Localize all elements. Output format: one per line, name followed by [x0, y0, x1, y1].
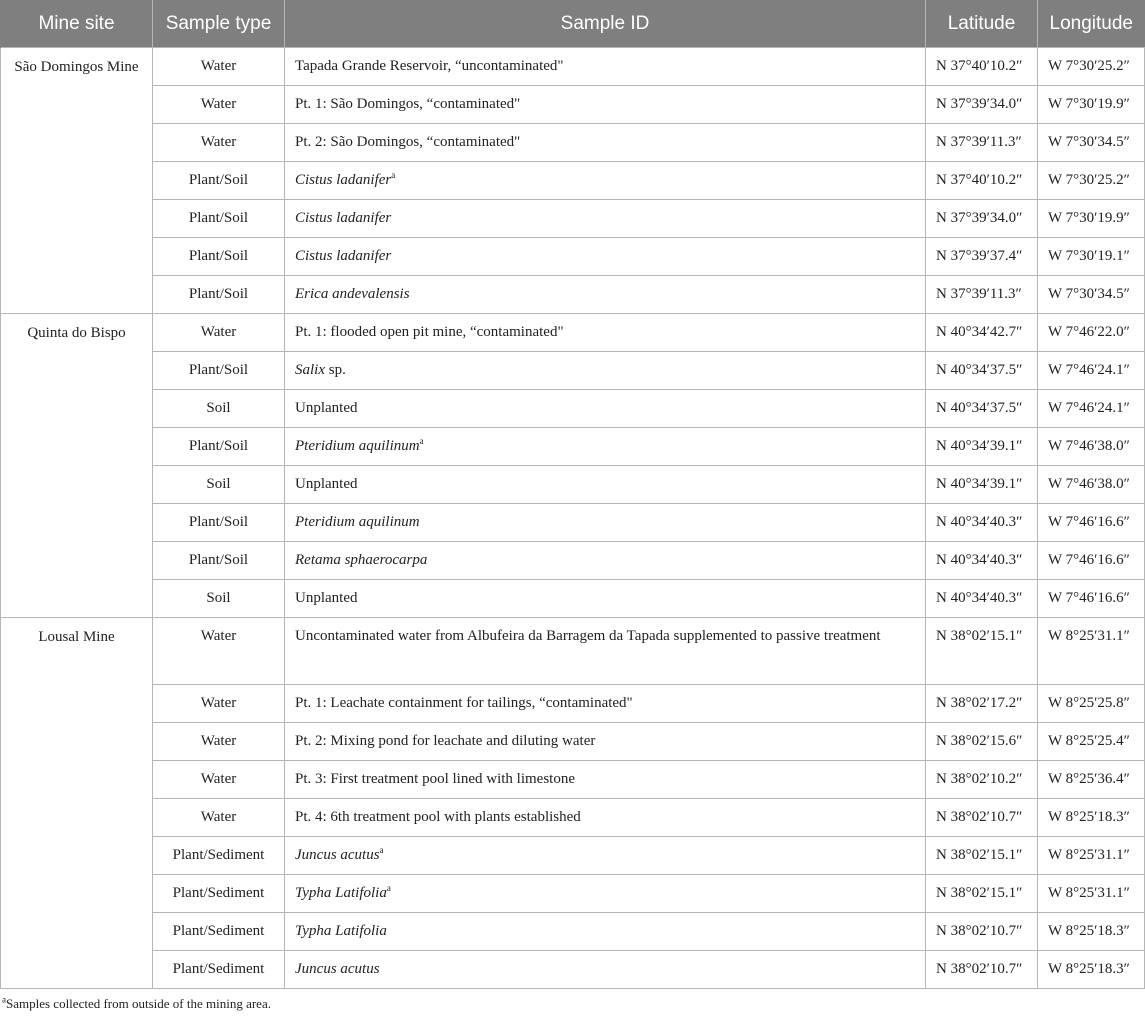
latitude-cell: N 40°34′40.3″ [926, 580, 1038, 618]
longitude-cell: W 8°25′18.3″ [1038, 913, 1145, 951]
sample-id-text: Pt. 1: São Domingos, “contaminated" [295, 96, 521, 112]
sample-id-text: Pt. 2: Mixing pond for leachate and diluting water [295, 733, 596, 749]
sample-type-cell: Plant/Soil [153, 542, 285, 580]
latitude-cell: N 37°39′34.0″ [926, 200, 1038, 238]
column-header-sample-type: Sample type [153, 0, 285, 48]
table-row [1, 428, 1145, 466]
sample-id-cell [285, 466, 926, 504]
longitude-cell: W 7°30′25.2″ [1038, 162, 1145, 200]
footnote-marker: a [2, 994, 6, 1005]
longitude-cell: W 8°25′25.4″ [1038, 723, 1145, 761]
sample-id-text: Pteridium aquilinum [295, 514, 420, 530]
table-row [1, 913, 1145, 951]
table-row [1, 314, 1145, 352]
latitude-cell: N 40°34′40.3″ [926, 504, 1038, 542]
sample-id-text: Retama sphaerocarpa [295, 552, 428, 568]
table-row [1, 837, 1145, 875]
table-row [1, 799, 1145, 837]
sample-id-cell [285, 504, 926, 542]
latitude-cell: N 37°39′37.4″ [926, 238, 1038, 276]
table-row [1, 352, 1145, 390]
sample-id-cell [285, 48, 926, 86]
longitude-cell: W 8°25′31.1″ [1038, 875, 1145, 913]
footnote-ref: a [419, 436, 424, 446]
sample-id-cell [285, 124, 926, 162]
sample-type-cell: Water [153, 685, 285, 723]
footnote-ref: a [379, 845, 384, 855]
sample-type-cell: Plant/Soil [153, 200, 285, 238]
table-row [1, 48, 1145, 86]
column-header-mine-site: Mine site [1, 0, 153, 48]
longitude-cell: W 8°25′36.4″ [1038, 761, 1145, 799]
table-row [1, 162, 1145, 200]
latitude-cell: N 40°34′40.3″ [926, 542, 1038, 580]
sample-type-cell: Plant/Soil [153, 504, 285, 542]
table-row [1, 723, 1145, 761]
sample-id-cell [285, 542, 926, 580]
table-row [1, 685, 1145, 723]
longitude-cell: W 7°46′22.0″ [1038, 314, 1145, 352]
sample-id-cell [285, 276, 926, 314]
sample-id-text: Uncontaminated water from Albufeira da Barragem da Tapada supplemented to passive treatment [295, 628, 881, 644]
longitude-cell: W 8°25′18.3″ [1038, 951, 1145, 989]
sample-id-suffix: sp. [325, 362, 346, 378]
latitude-cell: N 38°02′10.7″ [926, 799, 1038, 837]
sample-type-cell: Soil [153, 580, 285, 618]
header-row [1, 0, 1145, 48]
table-footnote [0, 996, 1145, 1012]
longitude-cell: W 8°25′25.8″ [1038, 685, 1145, 723]
longitude-cell: W 7°46′16.6″ [1038, 542, 1145, 580]
sample-id-text: Unplanted [295, 476, 358, 492]
sample-id-text: Erica andevalensis [295, 286, 410, 302]
longitude-cell: W 7°30′25.2″ [1038, 48, 1145, 86]
latitude-cell: N 37°40′10.2″ [926, 48, 1038, 86]
sample-type-cell: Water [153, 799, 285, 837]
sample-type-cell: Water [153, 48, 285, 86]
sample-id-text: Cistus ladanifer [295, 172, 392, 188]
sample-type-cell: Water [153, 124, 285, 162]
column-header-latitude: Latitude [926, 0, 1038, 48]
longitude-cell: W 7°30′19.9″ [1038, 86, 1145, 124]
latitude-cell: N 38°02′15.1″ [926, 618, 1038, 685]
sample-id-cell [285, 580, 926, 618]
sample-id-text: Pt. 3: First treatment pool lined with limestone [295, 771, 575, 787]
table-row [1, 124, 1145, 162]
sample-type-cell: Plant/Soil [153, 238, 285, 276]
longitude-cell: W 7°46′38.0″ [1038, 466, 1145, 504]
latitude-cell: N 40°34′39.1″ [926, 428, 1038, 466]
sample-type-cell: Soil [153, 466, 285, 504]
longitude-cell: W 8°25′18.3″ [1038, 799, 1145, 837]
table-row [1, 86, 1145, 124]
sample-id-cell [285, 314, 926, 352]
sample-type-cell: Water [153, 86, 285, 124]
table-row [1, 390, 1145, 428]
sample-id-text: Pteridium aquilinum [295, 438, 420, 454]
latitude-cell: N 40°34′39.1″ [926, 466, 1038, 504]
longitude-cell: W 7°46′16.6″ [1038, 580, 1145, 618]
mine-site-cell: São Domingos Mine [1, 48, 153, 314]
longitude-cell: W 7°30′34.5″ [1038, 276, 1145, 314]
sample-id-cell [285, 200, 926, 238]
sample-id-cell [285, 618, 926, 685]
longitude-cell: W 8°25′31.1″ [1038, 618, 1145, 685]
sample-type-cell: Plant/Sediment [153, 951, 285, 989]
table-row [1, 951, 1145, 989]
sample-id-cell [285, 837, 926, 875]
latitude-cell: N 38°02′15.6″ [926, 723, 1038, 761]
sample-id-text: Juncus acutus [295, 961, 380, 977]
sample-id-text: Cistus ladanifer [295, 248, 392, 264]
sample-id-text: Pt. 2: São Domingos, “contaminated" [295, 134, 521, 150]
longitude-cell: W 7°30′19.1″ [1038, 238, 1145, 276]
latitude-cell: N 37°39′11.3″ [926, 124, 1038, 162]
sample-id-text: Pt. 4: 6th treatment pool with plants established [295, 809, 581, 825]
sample-id-text: Unplanted [295, 400, 358, 416]
footnote-ref: a [386, 883, 391, 893]
sample-type-cell: Water [153, 761, 285, 799]
sample-id-text: Typha Latifolia [295, 885, 387, 901]
longitude-cell: W 8°25′31.1″ [1038, 837, 1145, 875]
sample-id-cell [285, 428, 926, 466]
table-header [1, 0, 1145, 48]
sample-id-text: Juncus acutus [295, 847, 380, 863]
table-row [1, 761, 1145, 799]
sample-id-text: Unplanted [295, 590, 358, 606]
sample-id-text: Salix [295, 362, 325, 378]
latitude-cell: N 37°40′10.2″ [926, 162, 1038, 200]
latitude-cell: N 40°34′37.5″ [926, 390, 1038, 428]
sample-id-cell [285, 875, 926, 913]
sample-id-cell [285, 951, 926, 989]
sample-type-cell: Plant/Sediment [153, 837, 285, 875]
table-row [1, 200, 1145, 238]
sample-type-cell: Plant/Sediment [153, 875, 285, 913]
longitude-cell: W 7°30′34.5″ [1038, 124, 1145, 162]
sample-id-cell [285, 86, 926, 124]
sample-id-cell [285, 723, 926, 761]
table-row [1, 238, 1145, 276]
latitude-cell: N 38°02′10.7″ [926, 913, 1038, 951]
table-row [1, 618, 1145, 685]
column-header-longitude: Longitude [1038, 0, 1145, 48]
longitude-cell: W 7°46′38.0″ [1038, 428, 1145, 466]
sample-id-cell [285, 162, 926, 200]
latitude-cell: N 38°02′10.2″ [926, 761, 1038, 799]
sample-type-cell: Soil [153, 390, 285, 428]
mine-site-cell: Quinta do Bispo [1, 314, 153, 618]
sample-type-cell: Plant/Soil [153, 162, 285, 200]
longitude-cell: W 7°46′24.1″ [1038, 390, 1145, 428]
sample-type-cell: Plant/Soil [153, 352, 285, 390]
sample-id-cell [285, 238, 926, 276]
table-row [1, 466, 1145, 504]
footnote-text: Samples collected from outside of the mining area. [6, 996, 271, 1011]
longitude-cell: W 7°46′24.1″ [1038, 352, 1145, 390]
sample-id-text: Typha Latifolia [295, 923, 387, 939]
table-row [1, 542, 1145, 580]
latitude-cell: N 40°34′37.5″ [926, 352, 1038, 390]
sample-id-cell [285, 390, 926, 428]
sample-id-text: Cistus ladanifer [295, 210, 392, 226]
sample-type-cell: Plant/Soil [153, 276, 285, 314]
sample-type-cell: Plant/Soil [153, 428, 285, 466]
sample-id-cell [285, 685, 926, 723]
sample-id-text: Pt. 1: flooded open pit mine, “contaminated" [295, 324, 564, 340]
table-row [1, 276, 1145, 314]
latitude-cell: N 40°34′42.7″ [926, 314, 1038, 352]
table-row [1, 504, 1145, 542]
longitude-cell: W 7°46′16.6″ [1038, 504, 1145, 542]
sample-type-cell: Water [153, 314, 285, 352]
sample-type-cell: Water [153, 723, 285, 761]
table-body [1, 48, 1145, 989]
table-row [1, 580, 1145, 618]
sample-id-cell [285, 761, 926, 799]
column-header-sample-id: Sample ID [285, 0, 926, 48]
sample-type-cell: Plant/Sediment [153, 913, 285, 951]
longitude-cell: W 7°30′19.9″ [1038, 200, 1145, 238]
latitude-cell: N 38°02′17.2″ [926, 685, 1038, 723]
latitude-cell: N 38°02′10.7″ [926, 951, 1038, 989]
table-row [1, 875, 1145, 913]
sample-id-text: Tapada Grande Reservoir, “uncontaminated" [295, 58, 564, 74]
latitude-cell: N 37°39′11.3″ [926, 276, 1038, 314]
mine-site-cell: Lousal Mine [1, 618, 153, 989]
latitude-cell: N 38°02′15.1″ [926, 837, 1038, 875]
sample-type-cell: Water [153, 618, 285, 685]
latitude-cell: N 38°02′15.1″ [926, 875, 1038, 913]
latitude-cell: N 37°39′34.0″ [926, 86, 1038, 124]
sample-id-cell [285, 913, 926, 951]
sample-id-cell [285, 352, 926, 390]
footnote-ref: a [391, 170, 396, 180]
sample-id-text: Pt. 1: Leachate containment for tailings, “contaminated" [295, 695, 633, 711]
sample-id-cell [285, 799, 926, 837]
